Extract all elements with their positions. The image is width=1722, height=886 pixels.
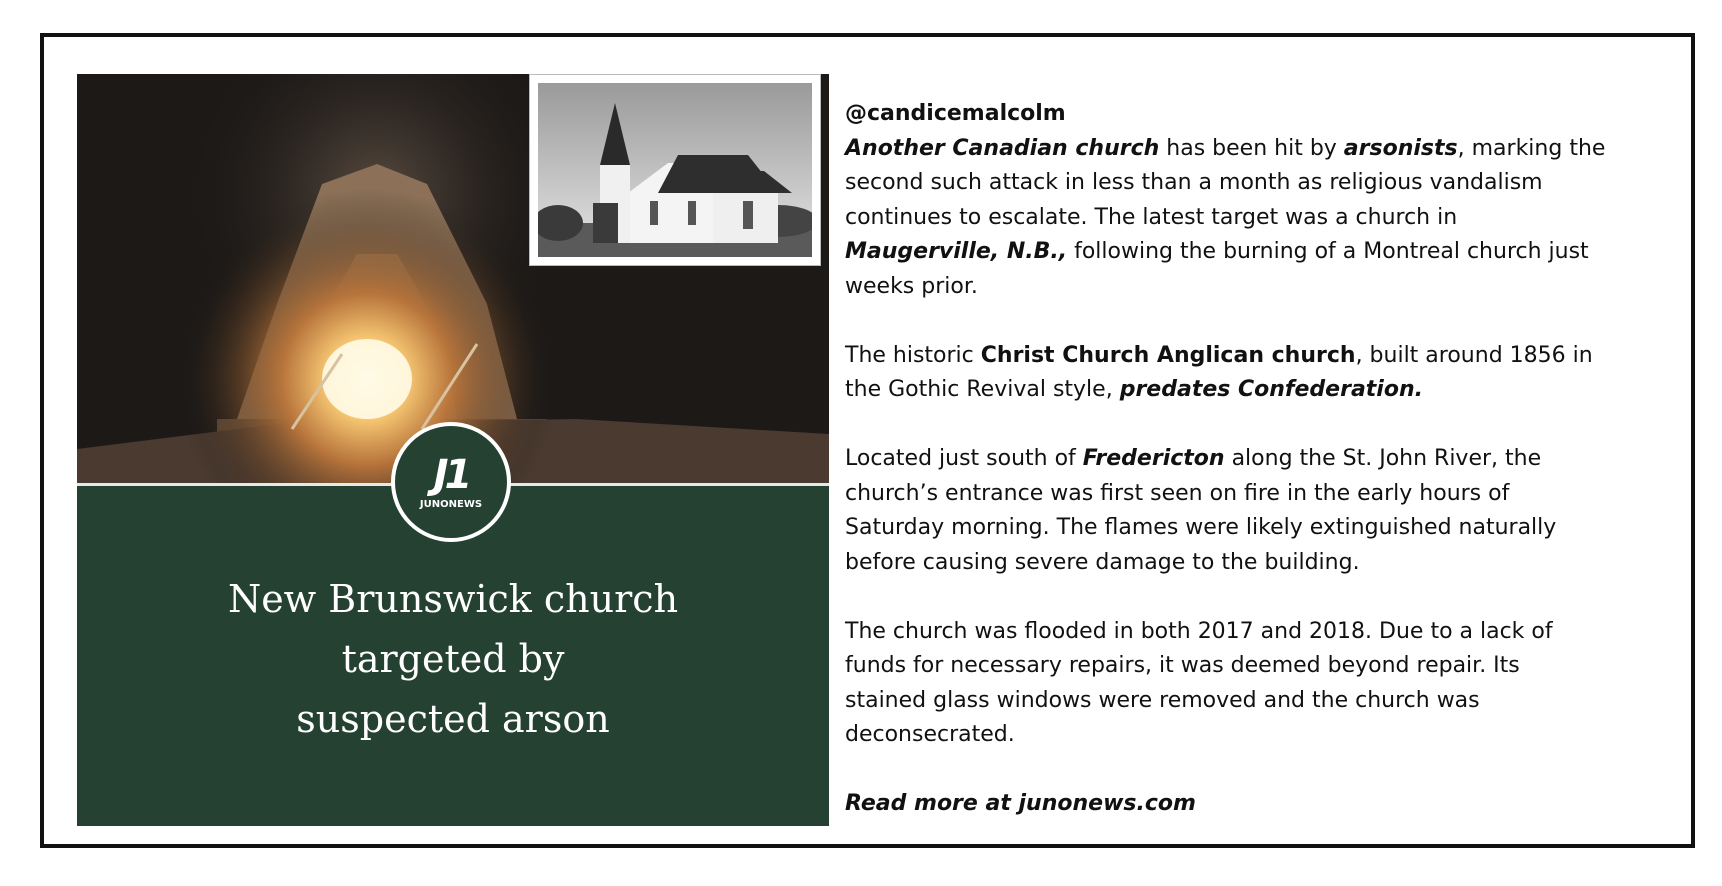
paragraph-4-line-1: The church was flooded in both 2017 and 2018. Due to a lack of bbox=[845, 618, 1553, 644]
p2-bold: Christ Church Anglican church bbox=[980, 342, 1356, 368]
logo-mark: J1 bbox=[433, 451, 469, 498]
p3-emph: Fredericton bbox=[1082, 446, 1225, 471]
headline-line-1: New Brunswick church bbox=[227, 577, 679, 621]
paragraph-2-line-2 bbox=[845, 373, 1645, 408]
paragraph-3-line-4: before causing severe damage to the building. bbox=[845, 549, 1360, 575]
church-inset-photo bbox=[529, 74, 821, 266]
paragraph-4-line-2: funds for necessary repairs, it was deemed beyond repair. Its bbox=[845, 653, 1520, 678]
author-handle: @candicemalcolm bbox=[845, 101, 1066, 126]
p2-emph: predates Confederation. bbox=[1119, 377, 1423, 402]
paragraph-1-line-2: second such attack in less than a month as religious vandalism bbox=[845, 170, 1543, 195]
paragraph-2 bbox=[845, 339, 1645, 374]
headline bbox=[77, 569, 829, 749]
paragraph-1-line-5: weeks prior. bbox=[845, 273, 978, 299]
paragraph-1 bbox=[845, 132, 1645, 167]
junonews-logo bbox=[391, 422, 511, 542]
p1-text-2: , marking the bbox=[1457, 135, 1606, 161]
p1-text-1: has been hit by bbox=[1159, 135, 1344, 161]
p1-emph-3: Maugerville, N.B., bbox=[845, 239, 1068, 264]
paragraph-1-line-3: continues to escalate. The latest target was a church in bbox=[845, 204, 1458, 230]
p2-text-3: the Gothic Revival style, bbox=[845, 377, 1120, 402]
news-graphic bbox=[77, 74, 829, 826]
post-frame bbox=[40, 33, 1695, 848]
paragraph-4-line-4: deconsecrated. bbox=[845, 722, 1015, 747]
paragraph-1-line-4 bbox=[845, 235, 1645, 270]
paragraph-4-line-3: stained glass windows were removed and the church was bbox=[845, 687, 1480, 713]
logo-text: JUNONEWS bbox=[419, 498, 483, 510]
paragraph-3-line-2: church’s entrance was first seen on fire in the early hours of bbox=[845, 480, 1510, 506]
read-more-link[interactable]: Read more at junonews.com bbox=[845, 791, 1196, 816]
headline-line-3: suspected arson bbox=[296, 697, 610, 741]
p1-text-3: following the burning of a Montreal church just bbox=[1067, 239, 1589, 264]
paragraph-3 bbox=[845, 442, 1645, 477]
headline-line-2: targeted by bbox=[341, 637, 565, 681]
p1-emph-2: arsonists bbox=[1343, 135, 1458, 161]
article-text bbox=[845, 97, 1645, 822]
p2-text-2: , built around 1856 in bbox=[1355, 342, 1593, 368]
paragraph-3-line-3: Saturday morning. The flames were likely extinguished naturally bbox=[845, 515, 1557, 540]
p1-emph-1: Another Canadian church bbox=[845, 135, 1160, 161]
p2-text-1: The historic bbox=[845, 342, 981, 368]
p3-text-2: along the St. John River, the bbox=[1224, 446, 1542, 471]
p3-text-1: Located just south of bbox=[845, 446, 1083, 471]
